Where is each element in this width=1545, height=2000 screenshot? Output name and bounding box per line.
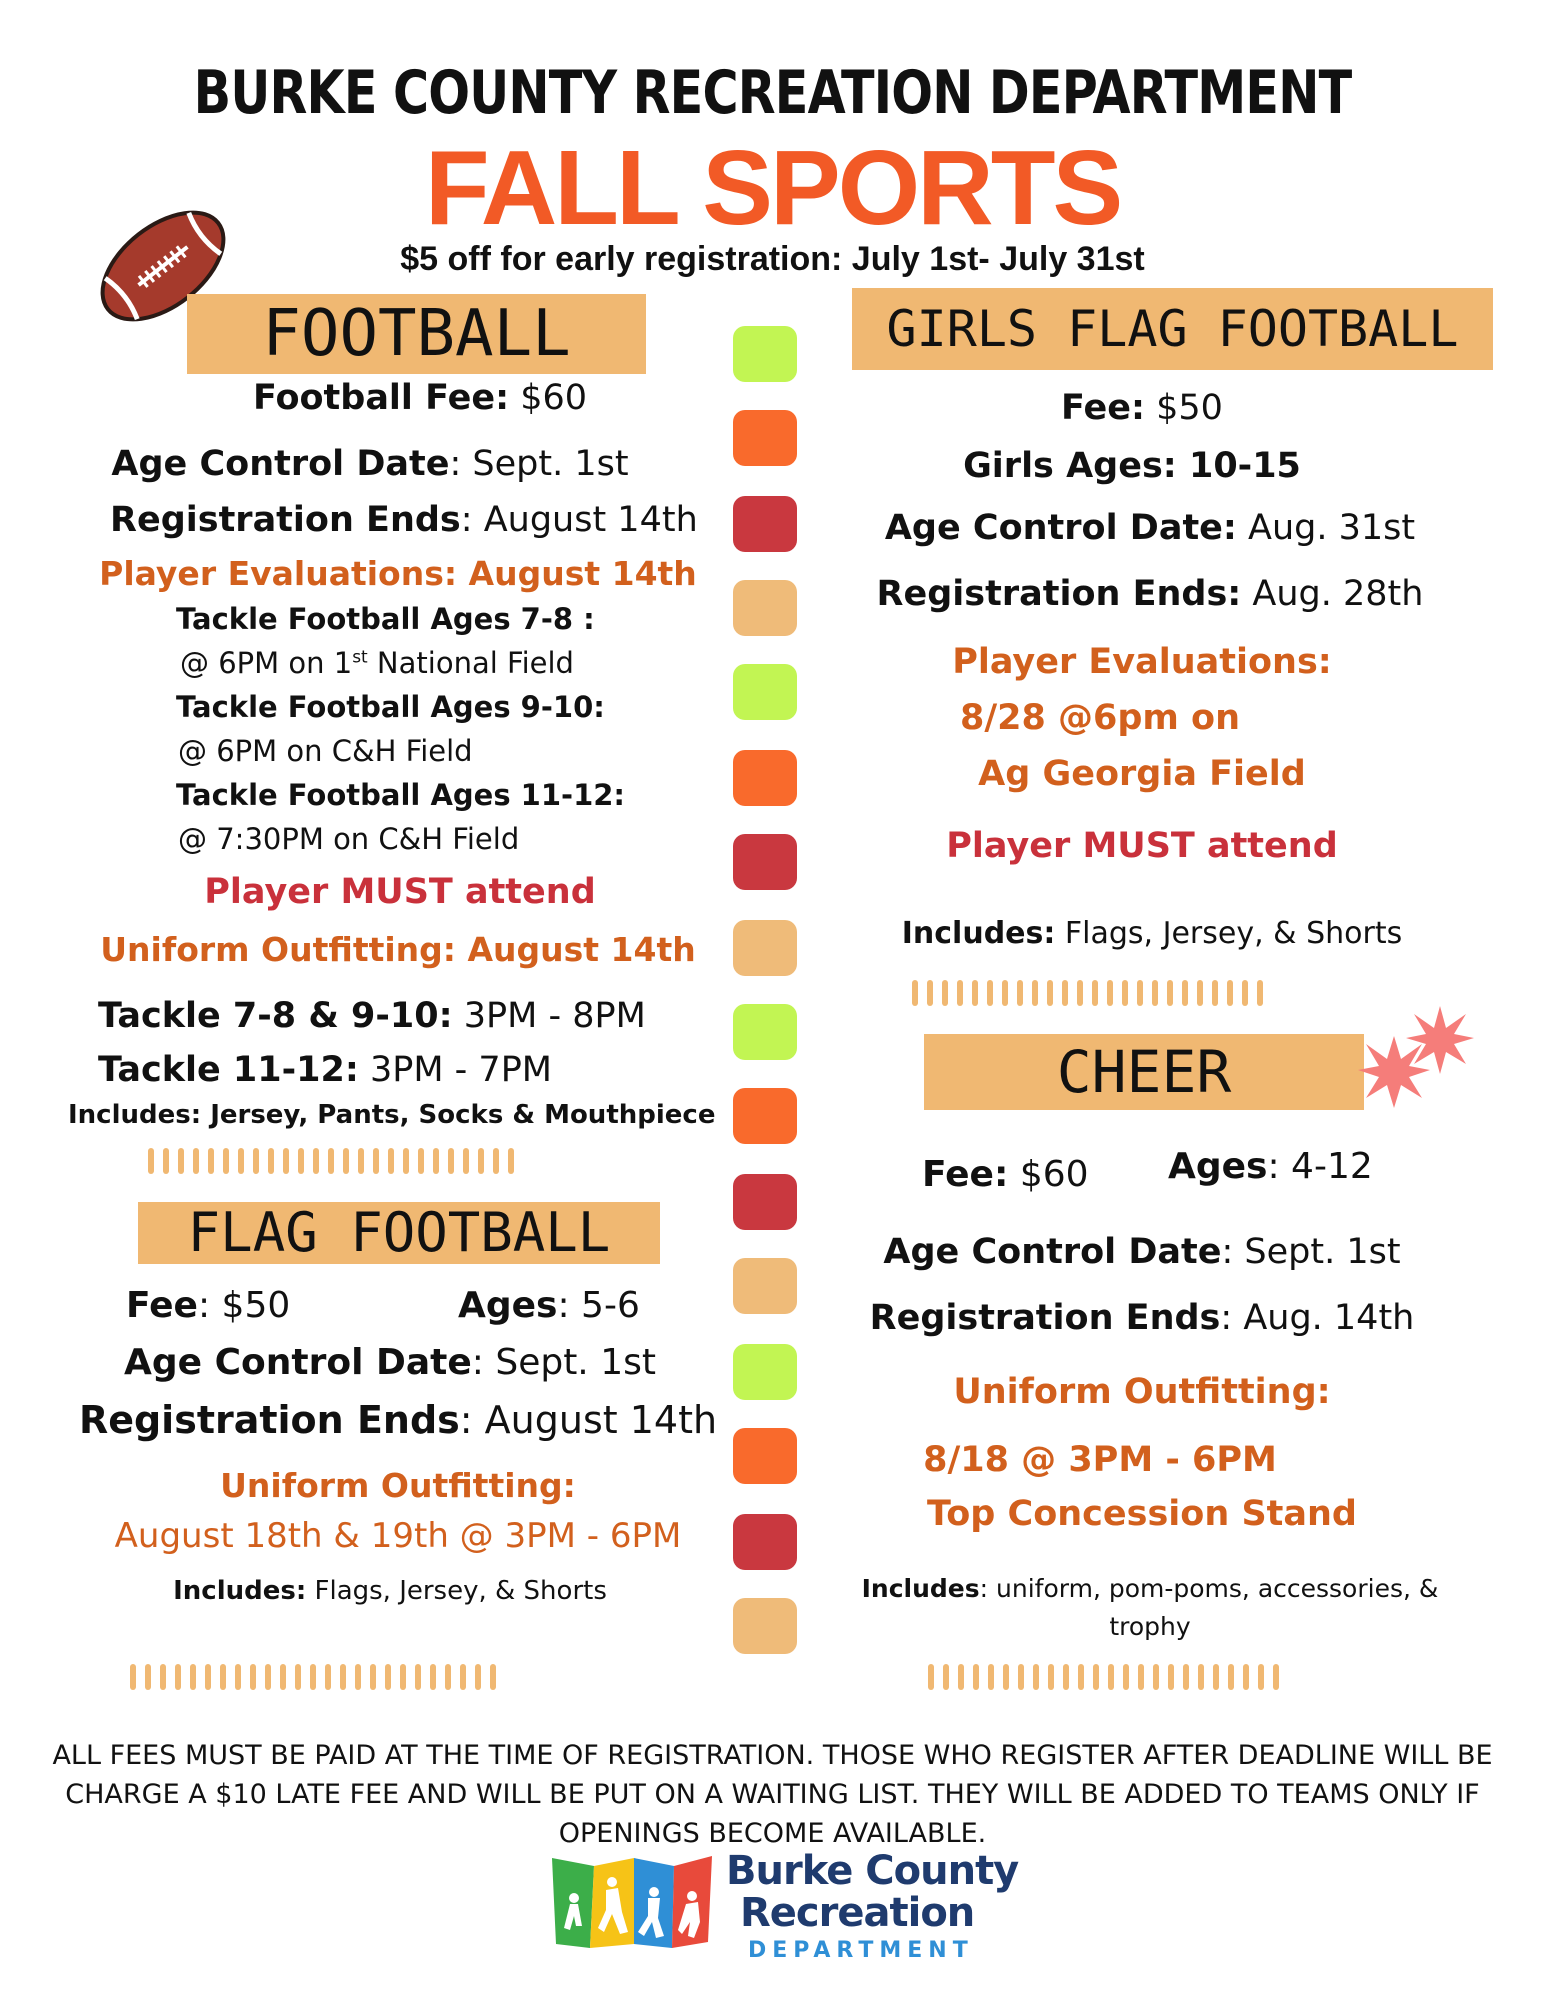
girls-flag-age-control: Age Control Date: Aug. 31st: [884, 508, 1416, 548]
flag-football-registration-ends: Registration Ends: August 14th: [78, 1398, 718, 1442]
flag-football-heading: FLAG FOOTBALL: [187, 1201, 611, 1264]
football-group-7-8-time: @ 6PM on 1st National Field: [180, 646, 574, 680]
logo-text-department: DEPARTMENT: [748, 1938, 974, 1963]
divider: [148, 1148, 514, 1174]
girls-flag-ages: Girls Ages: 10-15: [963, 446, 1301, 486]
football-fee: Football Fee: $60: [252, 378, 588, 418]
cheer-banner: [924, 1034, 1364, 1110]
girls-flag-evaluations-line-3: Ag Georgia Field: [978, 754, 1306, 794]
girls-flag-registration-ends: Registration Ends: Aug. 28th: [876, 574, 1424, 614]
decorative-square: [733, 750, 797, 806]
girls-flag-must-attend: Player MUST attend: [946, 826, 1338, 866]
football-tackle-11-12-hours: Tackle 11-12: 3PM - 7PM: [98, 1050, 553, 1090]
cheer-includes-continued: trophy: [1109, 1612, 1191, 1641]
logo-text-burke-county: Burke County: [726, 1848, 1019, 1894]
decorative-square: [733, 410, 797, 466]
decorative-square: [733, 496, 797, 552]
football-uniform: Uniform Outfitting: August 14th: [100, 930, 696, 969]
football-group-11-12-time: @ 7:30PM on C&H Field: [178, 822, 520, 856]
decorative-square: [733, 1088, 797, 1144]
decorative-square: [733, 580, 797, 636]
decorative-square: [733, 834, 797, 890]
flag-football-fee: Fee: $50: [126, 1285, 291, 1326]
football-evaluations: Player Evaluations: August 14th: [99, 554, 697, 593]
girls-flag-football-banner: [852, 288, 1493, 370]
fees-notice: ALL FEES MUST BE PAID AT THE TIME OF REGISTRATION. THOSE WHO REGISTER AFTER DEADLINE WILL BE CHARGE A $10 LATE FEE AND WILL BE PUT ON A WAITING LIST. THEY WILL BE ADDED TO TEAMS ONLY IF OPENINGS BECOME AVAILABLE.: [52, 1740, 1493, 1849]
cheer-age-control: Age Control Date: Sept. 1st: [883, 1232, 1401, 1272]
football-age-control: Age Control Date: Sept. 1st: [111, 444, 629, 484]
divider: [912, 980, 1263, 1006]
fall-sports-title: FALL SPORTS: [424, 129, 1121, 247]
department-title: BURKE COUNTY RECREATION DEPARTMENT: [193, 58, 1352, 128]
football-must-attend: Player MUST attend: [204, 872, 596, 912]
girls-flag-evaluations-line-2: 8/28 @6pm on: [959, 698, 1241, 738]
decorative-square: [733, 326, 797, 382]
decorative-square: [733, 1004, 797, 1060]
decorative-square: [733, 920, 797, 976]
early-registration-note: $5 off for early registration: July 1st- July 31st: [400, 240, 1145, 278]
decorative-square: [733, 1428, 797, 1484]
flag-football-banner: [138, 1202, 660, 1264]
cheer-includes: Includes: uniform, pom-poms, accessories, &: [861, 1574, 1439, 1603]
flag-football-ages: Ages: 5-6: [458, 1285, 640, 1326]
decorative-square: [733, 1514, 797, 1570]
football-group-11-12-label: Tackle Football Ages 11-12:: [176, 778, 626, 812]
girls-flag-includes: Includes: Flags, Jersey, & Shorts: [901, 916, 1403, 951]
football-group-9-10-time: @ 6PM on C&H Field: [178, 734, 473, 768]
cheer-registration-ends: Registration Ends: Aug. 14th: [869, 1298, 1415, 1338]
decorative-square: [733, 1174, 797, 1230]
pom-pom-icon: [1352, 996, 1492, 1116]
flag-football-age-control: Age Control Date: Sept. 1st: [124, 1342, 656, 1383]
decorative-square: [733, 664, 797, 720]
flag-football-includes: Includes: Flags, Jersey, & Shorts: [173, 1576, 607, 1606]
divider: [130, 1664, 496, 1690]
cheer-uniform-place: Top Concession Stand: [927, 1494, 1357, 1534]
decorative-square: [733, 1598, 797, 1654]
cheer-ages: Ages: 4-12: [1168, 1146, 1373, 1187]
cheer-uniform-date: 8/18 @ 3PM - 6PM: [923, 1440, 1277, 1480]
decorative-square: [733, 1258, 797, 1314]
divider: [928, 1664, 1279, 1690]
girls-flag-football-heading: GIRLS FLAG FOOTBALL: [886, 300, 1459, 358]
cheer-heading: CHEER: [1056, 1038, 1232, 1106]
decorative-square: [733, 1344, 797, 1400]
football-heading: FOOTBALL: [262, 297, 571, 371]
cheer-uniform-label: Uniform Outfitting:: [953, 1372, 1331, 1412]
football-group-9-10-label: Tackle Football Ages 9-10:: [176, 690, 605, 724]
flag-football-uniform-dates: August 18th & 19th @ 3PM - 6PM: [114, 1516, 682, 1556]
flag-football-uniform-label: Uniform Outfitting:: [220, 1466, 576, 1505]
football-group-7-8-label: Tackle Football Ages 7-8 :: [176, 602, 595, 636]
girls-flag-fee: Fee: $50: [1061, 388, 1223, 428]
logo-text-recreation: Recreation: [740, 1890, 975, 1936]
football-tackle-7-10-hours: Tackle 7-8 & 9-10: 3PM - 8PM: [98, 996, 646, 1036]
football-banner: [187, 294, 646, 374]
logo-icon: [548, 1852, 718, 1952]
cheer-fee: Fee: $60: [922, 1154, 1089, 1195]
football-includes: Includes: Jersey, Pants, Socks & Mouthpiece: [68, 1100, 716, 1130]
girls-flag-evaluations-line-1: Player Evaluations:: [952, 642, 1332, 682]
football-registration-ends: Registration Ends: August 14th: [110, 500, 698, 540]
